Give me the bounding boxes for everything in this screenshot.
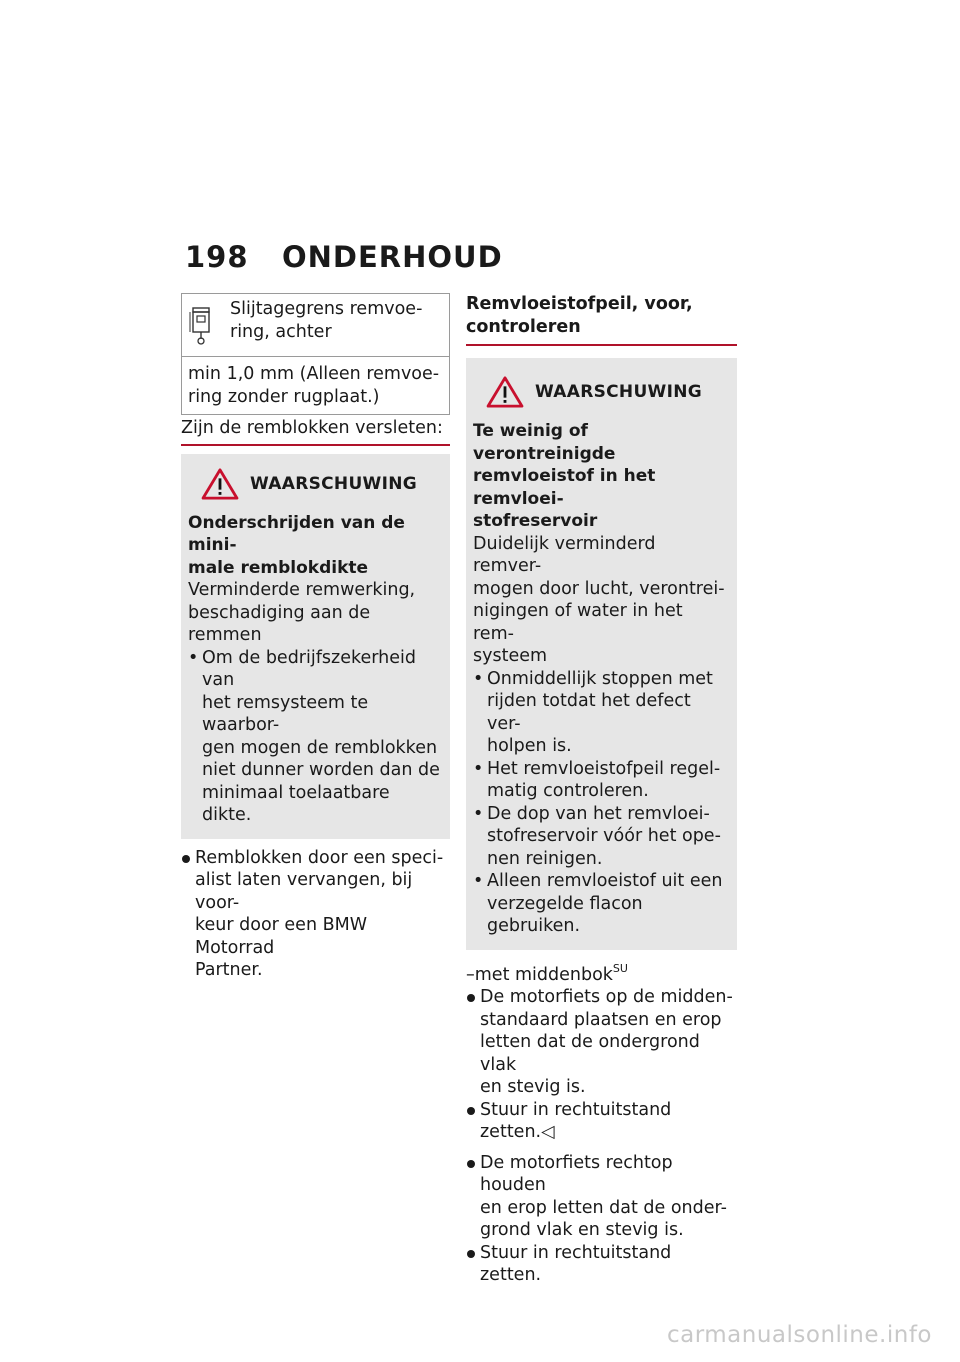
step-line: letten dat de ondergrond vlak xyxy=(480,1032,700,1075)
step-bullet-icon xyxy=(467,1107,475,1115)
right-column xyxy=(466,293,737,1287)
warning-header xyxy=(188,468,442,500)
step-bullet-icon xyxy=(182,855,190,863)
step-bullet-icon xyxy=(467,1250,475,1258)
section-title xyxy=(466,293,737,346)
step-item xyxy=(181,847,450,982)
warning-triangle-icon xyxy=(485,376,525,408)
warning-title-line: stofreservoir xyxy=(473,511,598,531)
step-line: grond vlak en stevig is. xyxy=(480,1220,684,1240)
warning-triangle-icon xyxy=(200,468,240,500)
condition-label xyxy=(466,958,737,987)
page-header xyxy=(185,240,503,274)
step-line: Remblokken door een speci- xyxy=(195,847,444,868)
bullet-line: niet dunner worden dan de xyxy=(202,760,440,780)
step-item xyxy=(466,986,737,1099)
bullet-line: rijden totdat het defect ver- xyxy=(487,691,691,734)
warning-body-line: systeem xyxy=(473,646,548,666)
warning-title-line: male remblokdikte xyxy=(188,557,369,578)
warning-bullet xyxy=(473,668,729,758)
warning-body-line: beschadiging aan de remmen xyxy=(188,602,371,645)
condition-text: –met middenbok xyxy=(466,964,613,985)
bullet-line: • Alleen remvloeistof uit een xyxy=(487,871,723,891)
step-item xyxy=(466,1152,737,1242)
step-list xyxy=(466,986,737,1144)
spec-table-row-label xyxy=(182,294,449,357)
step-line: Partner. xyxy=(195,960,263,980)
warning-label: WAARSCHUWING xyxy=(535,382,703,402)
warning-body xyxy=(188,579,442,647)
step-line: keur door een BMW Motorrad xyxy=(195,915,368,958)
warning-bullet xyxy=(188,647,442,827)
warning-body-line: nigingen of water in het rem- xyxy=(473,601,683,644)
warning-bullet xyxy=(473,803,729,871)
warning-title xyxy=(188,512,442,580)
bullet-line: stofreservoir vóór het ope- xyxy=(487,826,721,846)
brake-pad-icon xyxy=(188,306,214,346)
warning-title-line: Onderschrijden van de mini- xyxy=(188,512,405,555)
warning-bullet xyxy=(473,870,729,938)
warning-body xyxy=(473,533,729,668)
warning-label: WAARSCHUWING xyxy=(250,473,418,494)
warning-bullet-list xyxy=(473,668,729,938)
bullet-line: • Onmiddellijk stoppen met xyxy=(487,668,713,689)
lead-text: Zijn de remblokken versleten: xyxy=(181,417,450,446)
step-bullet-icon xyxy=(467,994,475,1002)
spec-table-row-value xyxy=(182,357,449,414)
step-line: De motorfiets rechtop houden xyxy=(480,1152,673,1195)
spec-value-line: ring zonder rugplaat.) xyxy=(188,386,380,407)
condition-superscript: SU xyxy=(612,961,628,975)
section-title-line: controleren xyxy=(466,316,581,337)
warning-body-line: mogen door lucht, verontrei- xyxy=(473,578,725,599)
step-bullet-icon xyxy=(467,1160,475,1168)
spec-value-line: min 1,0 mm (Alleen remvoe- xyxy=(188,364,440,384)
bullet-line: het remsysteem te waarbor- xyxy=(202,692,369,735)
step-list xyxy=(181,847,450,982)
warning-bullet-list xyxy=(188,647,442,827)
spec-table xyxy=(181,293,450,415)
step-line: en erop letten dat de onder- xyxy=(480,1197,727,1218)
watermark: carmanualsonline.info xyxy=(666,1322,932,1348)
left-column xyxy=(181,293,450,982)
warning-title-line: Te weinig of verontreinigde xyxy=(473,421,616,464)
step-item xyxy=(466,1242,737,1287)
warning-bullet xyxy=(473,758,729,803)
spec-label-line: Slijtagegrens remvoe- xyxy=(230,299,423,319)
warning-body-line: Verminderde remwerking, xyxy=(188,580,416,600)
chapter-title: ONDERHOUD xyxy=(282,240,503,274)
bullet-line: gen mogen de remblokken xyxy=(202,737,438,758)
step-item xyxy=(466,1099,737,1144)
warning-body-line: Duidelijk verminderd remver- xyxy=(473,533,656,576)
bullet-line: • Het remvloeistofpeil regel- xyxy=(487,758,721,779)
step-line: alist laten vervangen, bij voor- xyxy=(195,870,413,913)
bullet-line: verzegelde flacon gebruiken. xyxy=(487,893,643,936)
bullet-line: matig controleren. xyxy=(487,781,649,801)
step-line: standaard plaatsen en erop xyxy=(480,1009,722,1030)
warning-box xyxy=(466,358,737,950)
step-line: en stevig is. xyxy=(480,1077,586,1097)
step-line: Stuur in rechtuitstand zetten. xyxy=(480,1242,672,1285)
step-list xyxy=(466,1152,737,1287)
warning-title-line: remvloeistof in het remvloei- xyxy=(473,466,656,509)
page-number: 198 xyxy=(185,240,249,274)
bullet-line: nen reinigen. xyxy=(487,848,603,869)
bullet-line: minimaal toelaatbare dikte. xyxy=(202,782,390,825)
bullet-line: • Om de bedrijfszekerheid van xyxy=(202,647,416,690)
section-title-line: Remvloeistofpeil, voor, xyxy=(466,294,693,314)
bullet-line: • De dop van het remvloei- xyxy=(487,803,710,824)
bullet-line: holpen is. xyxy=(487,736,572,756)
step-line: De motorfiets op de midden- xyxy=(480,987,733,1007)
warning-header xyxy=(473,376,729,408)
warning-box xyxy=(181,454,450,839)
warning-title xyxy=(473,420,729,533)
spec-label-line: ring, achter xyxy=(230,321,332,342)
step-line: Stuur in rechtuitstand zetten.◁ xyxy=(480,1099,672,1142)
